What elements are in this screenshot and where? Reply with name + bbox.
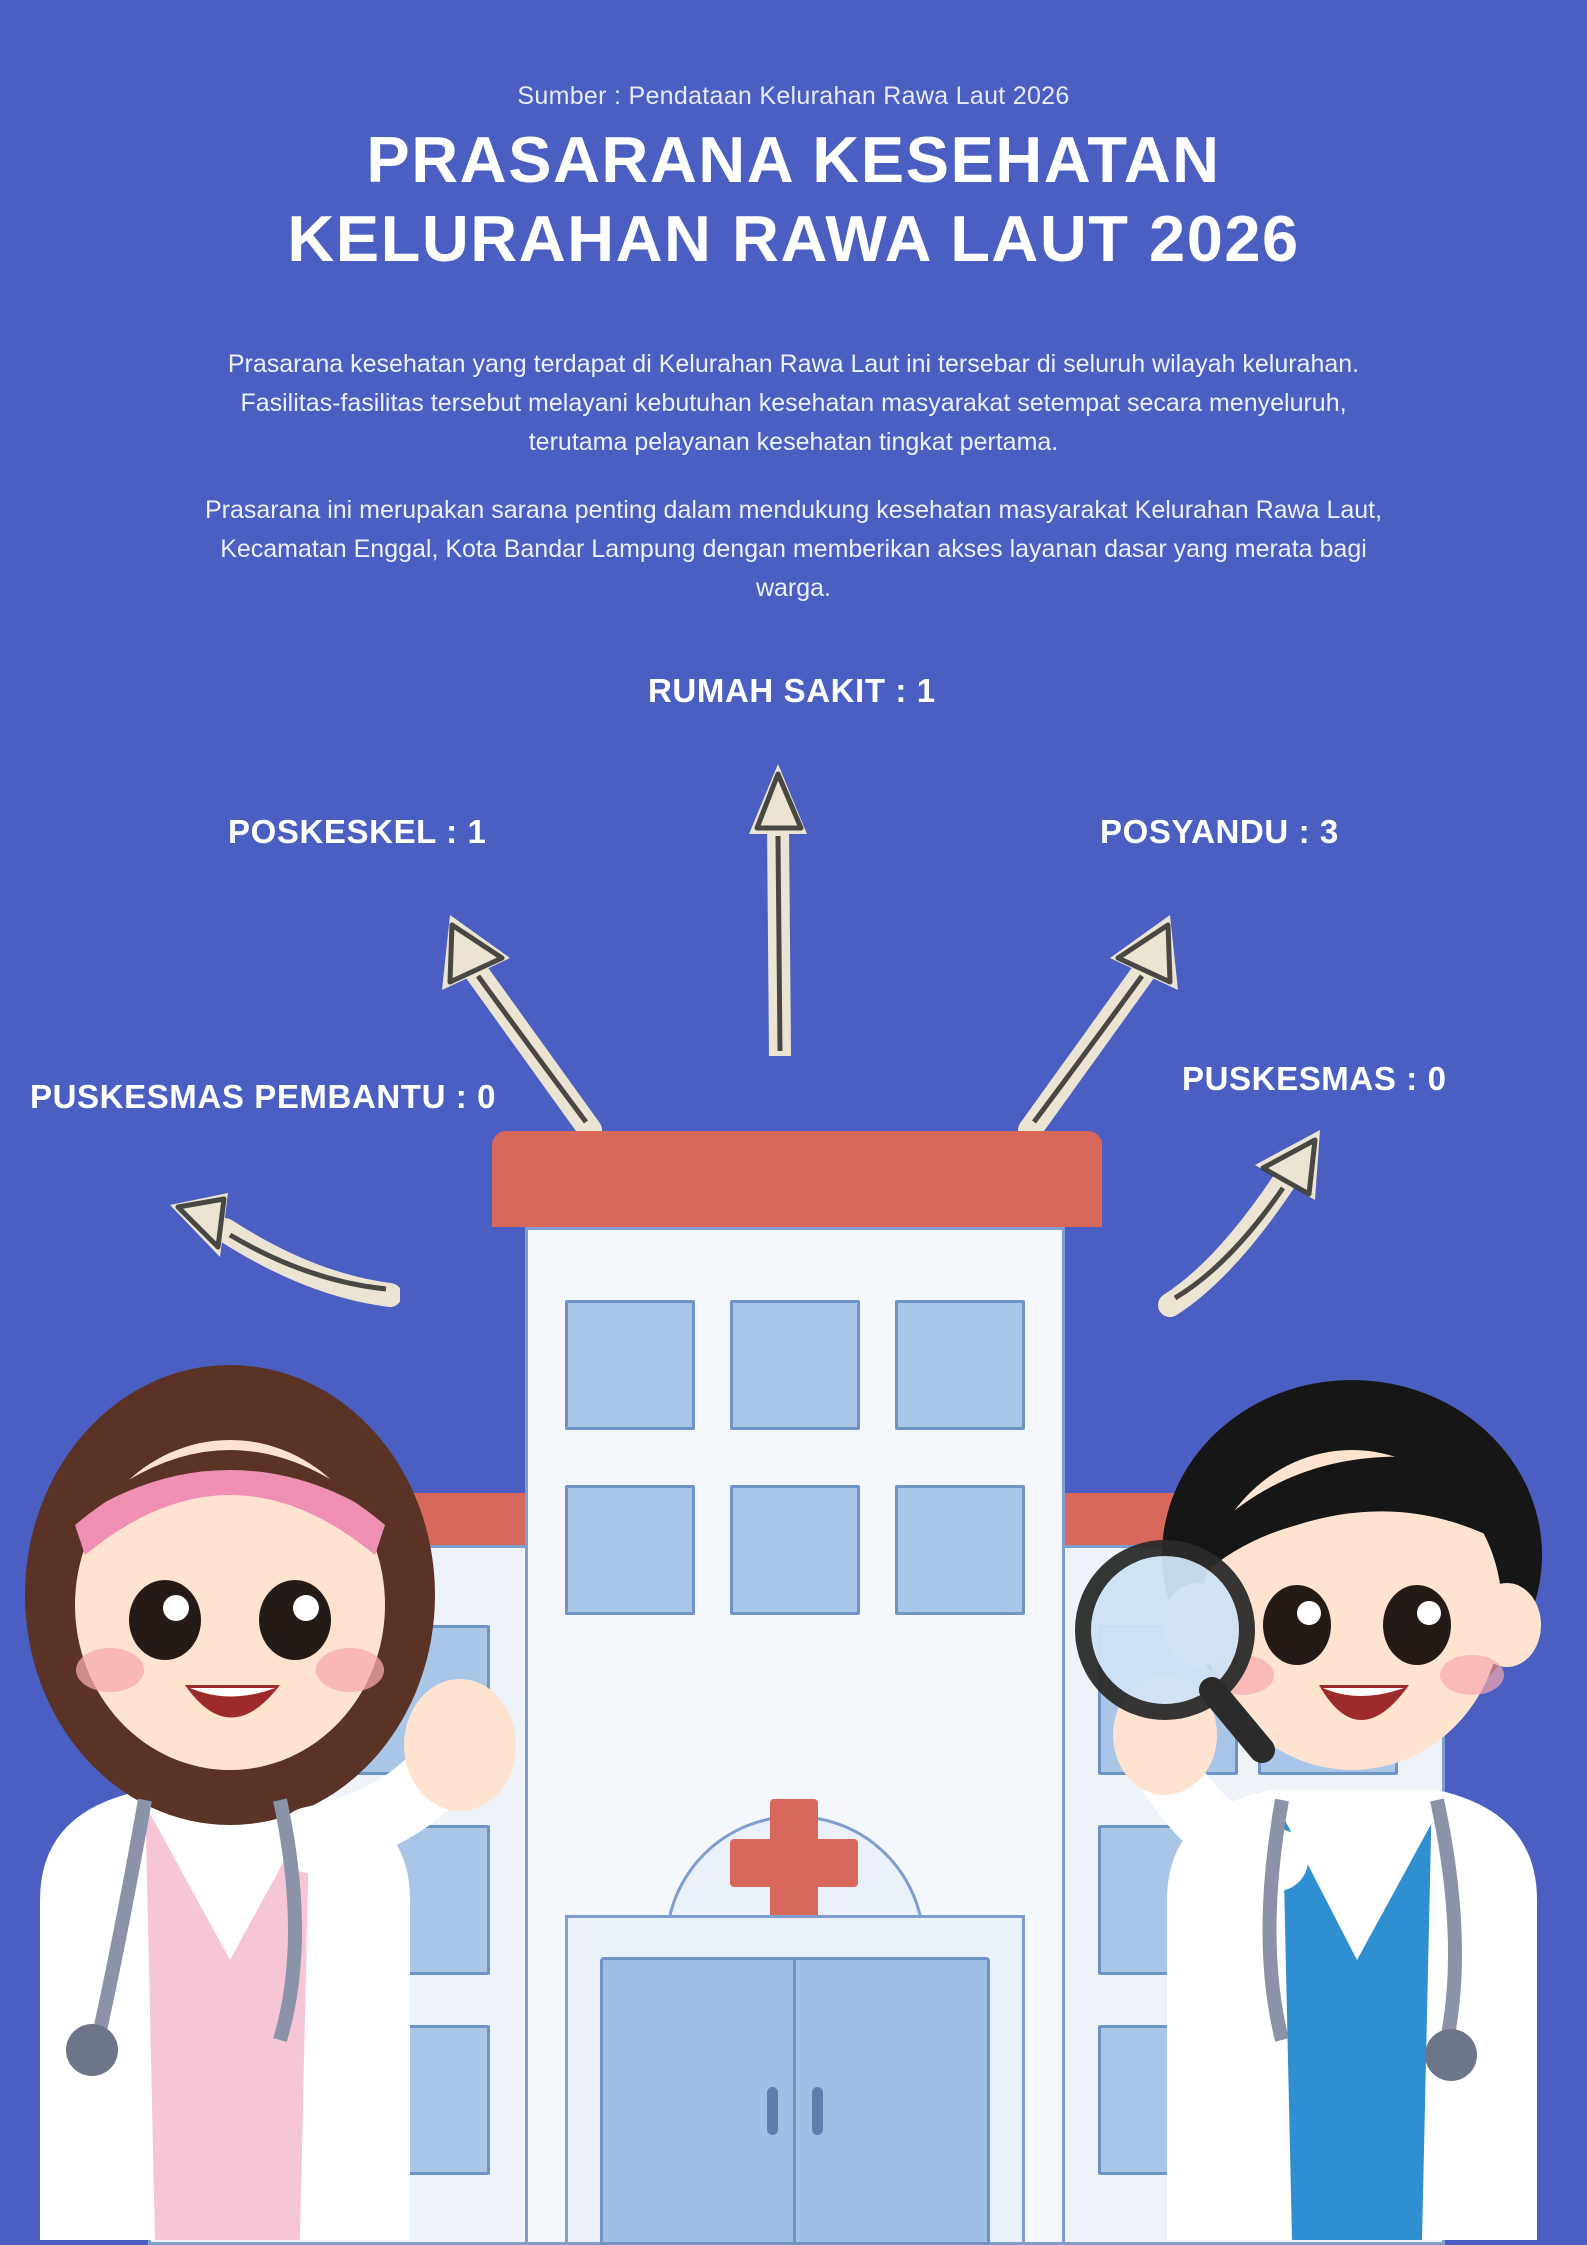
arrow-up-icon bbox=[745, 756, 815, 1061]
door-divider bbox=[793, 1957, 796, 2245]
window bbox=[565, 1485, 695, 1615]
window bbox=[565, 1300, 695, 1430]
source-note: Sumber : Pendataan Kelurahan Rawa Laut 2026 bbox=[517, 82, 1070, 110]
window bbox=[730, 1485, 860, 1615]
arrow-up-right-icon bbox=[1010, 880, 1230, 1145]
facility-label-puskesmas-pembantu: PUSKESMAS PEMBANTU : 0 bbox=[30, 1078, 497, 1115]
page-title-line1: PRASARANA KESEHATAN bbox=[366, 123, 1221, 196]
intro-paragraph-2: Prasarana ini merupakan sarana penting dalam mendukung kesehatan masyarakat Kelurahan Rawa Laut, Kecamatan Enggal, Kota Bandar Lampung dengan memberikan akses layanan dasar yang merata bagi warga. bbox=[204, 496, 1383, 602]
window bbox=[895, 1485, 1025, 1615]
facility-label-puskesmas: PUSKESMAS : 0 bbox=[1182, 1060, 1447, 1097]
facility-label-posyandu: POSYANDU : 3 bbox=[1100, 813, 1339, 850]
tower-roof bbox=[492, 1131, 1102, 1227]
female-doctor-character bbox=[0, 1340, 540, 2245]
page-title bbox=[0, 120, 1587, 279]
hospital-illustration bbox=[0, 1145, 1587, 2245]
male-doctor-character bbox=[1047, 1340, 1587, 2245]
intro-text bbox=[204, 345, 1384, 608]
door-handle-left bbox=[767, 2087, 778, 2135]
window bbox=[730, 1300, 860, 1430]
window bbox=[895, 1300, 1025, 1430]
arrow-up-left-icon bbox=[390, 880, 610, 1145]
intro-paragraph-1: Prasarana kesehatan yang terdapat di Kelurahan Rawa Laut ini tersebar di seluruh wilayah kelurahan. Fasilitas-fasilitas tersebut melayani kebutuhan kesehatan masyarakat setempat secara menyeluruh, terutama pelayanan kesehatan tingkat pertama. bbox=[227, 350, 1360, 456]
facility-label-rumah-sakit: RUMAH SAKIT : 1 bbox=[648, 672, 936, 709]
page-title-line2: KELURAHAN RAWA LAUT 2026 bbox=[287, 202, 1300, 276]
door-handle-right bbox=[812, 2087, 823, 2135]
facility-label-poskeskel: POSKESKEL : 1 bbox=[228, 813, 487, 850]
medical-cross-icon-bar bbox=[730, 1839, 858, 1887]
